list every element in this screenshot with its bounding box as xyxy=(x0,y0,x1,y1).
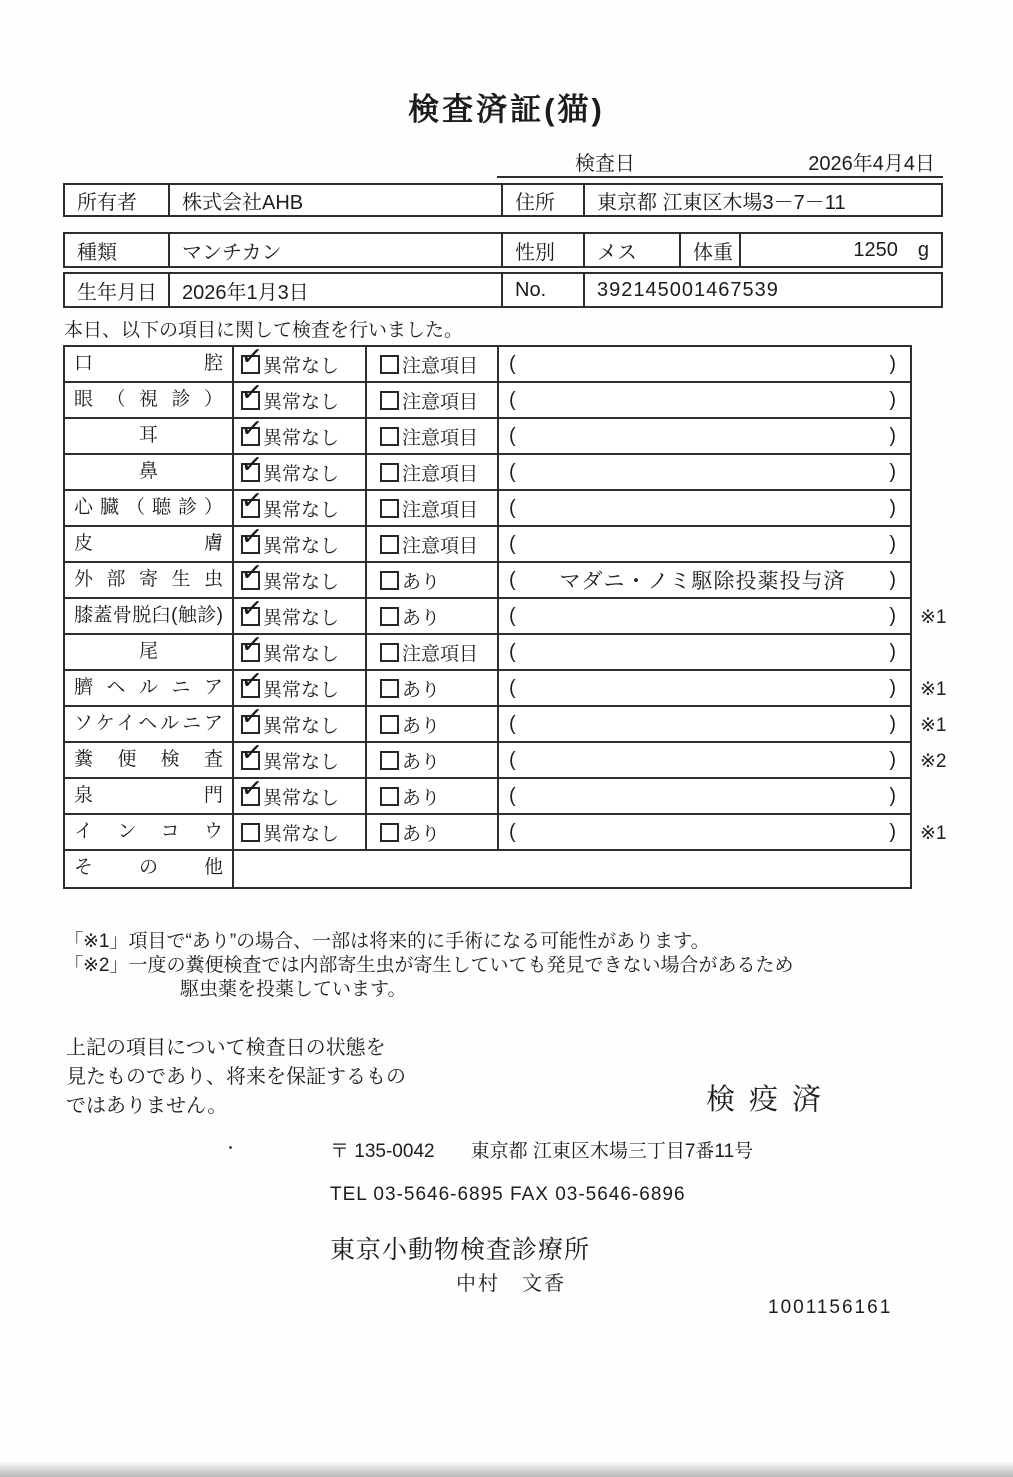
document-serial-number: 1001156161 xyxy=(768,1297,893,1318)
checkbox-no-abnormality xyxy=(239,627,265,662)
sex-label: 性別 xyxy=(503,234,585,266)
remarks-cell xyxy=(499,563,910,597)
checkbox-caution-label: あり xyxy=(402,751,441,773)
checkbox-no-abnormality-label: 異常なし xyxy=(263,751,340,773)
inspection-date-value: 2026年4月4日 xyxy=(808,152,935,175)
paren-open: ( xyxy=(509,604,516,627)
checkbox-no-abnormality-label: 異常なし xyxy=(263,823,340,845)
remarks-cell xyxy=(499,419,910,453)
remarks-cell xyxy=(499,707,910,741)
footnote-reference: ※1 xyxy=(920,823,947,844)
footnote-reference: ※1 xyxy=(920,679,947,700)
owner-label: 所有者 xyxy=(65,185,170,215)
weight-label: 体重 xyxy=(681,234,741,266)
checklist-row xyxy=(65,771,910,815)
remarks-cell xyxy=(499,455,910,489)
checklist-row xyxy=(65,483,910,527)
paren-open: ( xyxy=(509,820,516,843)
checkbox-no-abnormality-label: 異常なし xyxy=(263,535,340,557)
clinic-address-line xyxy=(330,1136,753,1163)
paren-close: ) xyxy=(889,784,896,807)
checkbox-caution xyxy=(380,427,399,446)
remarks-text: マダニ・ノミ駆除投薬投与済 xyxy=(559,570,846,593)
disclaimer-text xyxy=(66,1034,406,1121)
footnote-reference: ※2 xyxy=(920,751,947,772)
checklist-item-label: 外部寄生虫 xyxy=(65,563,234,597)
normal-result-cell xyxy=(234,815,367,849)
checkbox-no-abnormality-label: 異常なし xyxy=(263,499,340,521)
other-empty-cell xyxy=(234,851,910,887)
checklist-item-label: 膝蓋骨脱臼(触診) xyxy=(65,599,234,633)
paren-open: ( xyxy=(509,748,516,771)
checklist-row xyxy=(65,735,947,779)
breed-label: 種類 xyxy=(65,234,170,266)
caution-result-cell xyxy=(367,671,499,705)
normal-result-cell xyxy=(234,519,367,561)
breed-value: マンチカン xyxy=(170,234,503,266)
paren-open: ( xyxy=(509,784,516,807)
checkbox-no-abnormality-label: 異常なし xyxy=(263,463,340,485)
paren-open: ( xyxy=(509,496,516,519)
checkbox-caution-label: 注意項目 xyxy=(402,535,479,557)
checkbox-caution xyxy=(380,751,399,770)
checkbox-no-abnormality-label: 異常なし xyxy=(263,427,340,449)
veterinarian-name: 中村 文香 xyxy=(456,1273,566,1295)
disclaimer-line-1: 上記の項目について検査日の状態を xyxy=(66,1037,386,1059)
checkbox-caution-label: 注意項目 xyxy=(402,499,479,521)
checklist-row xyxy=(65,555,910,599)
caution-result-cell xyxy=(367,563,499,597)
checkbox-no-abnormality-label: 異常なし xyxy=(263,715,340,737)
checklist-row xyxy=(65,375,910,419)
check-mark-icon: ✓ xyxy=(239,555,265,588)
checkbox-no-abnormality-label: 異常なし xyxy=(263,607,340,629)
checkbox-caution-label: あり xyxy=(402,679,441,701)
scan-edge-shadow xyxy=(0,1461,1013,1477)
check-mark-icon: ✓ xyxy=(239,483,265,516)
check-mark-icon: ✓ xyxy=(239,591,265,624)
checklist-row xyxy=(65,663,947,707)
remarks-cell xyxy=(499,635,910,669)
paren-close: ) xyxy=(889,460,896,483)
sex-value: メス xyxy=(585,234,681,266)
remarks-cell xyxy=(499,599,910,633)
check-mark-icon: ✓ xyxy=(239,663,265,696)
address-label: 住所 xyxy=(503,185,585,215)
paren-close: ) xyxy=(889,748,896,771)
checkbox-caution xyxy=(380,571,399,590)
owner-value: 株式会社AHB xyxy=(170,185,503,215)
weight-unit: g xyxy=(917,238,929,261)
caution-result-cell xyxy=(367,599,499,633)
checkbox-caution-label: 注意項目 xyxy=(402,643,479,665)
checklist-item-label: 心臓（聴診） xyxy=(65,491,234,525)
normal-result-cell xyxy=(234,735,367,777)
remarks-cell xyxy=(499,671,910,705)
birthdate-value: 2026年1月3日 xyxy=(170,274,503,306)
checklist-item-label: 糞便検査 xyxy=(65,743,234,777)
checkbox-caution xyxy=(380,535,399,554)
paren-close: ) xyxy=(889,496,896,519)
normal-result-cell xyxy=(234,555,367,597)
checkbox-no-abnormality xyxy=(239,375,265,410)
checklist-row xyxy=(65,339,910,383)
checklist-item-label: インコウ xyxy=(65,815,234,849)
checkbox-caution xyxy=(380,391,399,410)
caution-result-cell xyxy=(367,815,499,849)
caution-result-cell xyxy=(367,347,499,381)
checklist-table xyxy=(63,339,968,889)
check-mark-icon: ✓ xyxy=(239,375,265,408)
scan-artifact-dot xyxy=(229,1146,232,1149)
normal-result-cell xyxy=(234,483,367,525)
remarks-cell xyxy=(499,527,910,561)
intro-text: 本日、以下の項目に関して検査を行いました。 xyxy=(64,320,464,341)
remarks-cell xyxy=(499,743,910,777)
remarks-cell xyxy=(499,491,910,525)
checkbox-no-abnormality xyxy=(239,447,265,482)
normal-result-cell xyxy=(234,699,367,741)
check-mark-icon: ✓ xyxy=(239,447,265,480)
checklist-row xyxy=(65,447,910,491)
checkbox-caution-label: 注意項目 xyxy=(402,463,479,485)
check-mark-icon: ✓ xyxy=(239,771,265,804)
checkbox-caution-label: あり xyxy=(402,715,441,737)
checklist-row-other xyxy=(65,851,910,887)
checkbox-caution xyxy=(380,355,399,374)
checkbox-caution-label: あり xyxy=(402,787,441,809)
normal-result-cell xyxy=(234,339,367,381)
checkbox-caution xyxy=(380,607,399,626)
paren-open: ( xyxy=(509,640,516,663)
normal-result-cell xyxy=(234,591,367,633)
paren-open: ( xyxy=(509,712,516,735)
document-title: 検査済証(猫) xyxy=(408,92,605,127)
check-mark-icon: ✓ xyxy=(239,411,265,444)
remarks-cell xyxy=(499,383,910,417)
checkbox-no-abnormality xyxy=(241,823,260,842)
check-mark-icon: ✓ xyxy=(239,627,265,660)
paren-open: ( xyxy=(509,424,516,447)
footnote-2-continued: 駆虫薬を投薬しています。 xyxy=(180,979,407,1000)
checklist-item-label: 鼻 xyxy=(65,455,234,489)
checkbox-no-abnormality xyxy=(239,663,265,698)
normal-result-cell xyxy=(234,447,367,489)
caution-result-cell xyxy=(367,779,499,813)
checkbox-caution-label: あり xyxy=(402,823,441,845)
clinic-tel-fax: TEL 03-5646-6895 FAX 03-5646-6896 xyxy=(330,1184,686,1205)
checklist-row xyxy=(65,519,910,563)
paren-close: ) xyxy=(889,640,896,663)
remarks-cell xyxy=(499,347,910,381)
paren-close: ) xyxy=(889,568,896,591)
checkbox-caution-label: 注意項目 xyxy=(402,391,479,413)
weight-value: 1250 xyxy=(853,238,898,261)
checkbox-no-abnormality xyxy=(239,483,265,518)
checkbox-caution-label: あり xyxy=(402,607,441,629)
checkbox-no-abnormality xyxy=(239,591,265,626)
normal-result-cell xyxy=(234,411,367,453)
checklist-item-label: 皮膚 xyxy=(65,527,234,561)
checklist-row xyxy=(65,591,947,635)
footnote-reference: ※1 xyxy=(920,607,947,628)
checkbox-no-abnormality-label: 異常なし xyxy=(263,571,340,593)
remarks-cell xyxy=(499,779,910,813)
normal-result-cell xyxy=(234,663,367,705)
check-mark-icon: ✓ xyxy=(239,735,265,768)
clinic-name: 東京小動物検査診療所 xyxy=(330,1236,591,1264)
checkbox-caution xyxy=(380,679,399,698)
checkbox-no-abnormality xyxy=(239,555,265,590)
checkbox-no-abnormality xyxy=(239,411,265,446)
caution-result-cell xyxy=(367,527,499,561)
checkbox-caution xyxy=(380,787,399,806)
checkbox-caution xyxy=(380,463,399,482)
paren-close: ) xyxy=(889,820,896,843)
paren-open: ( xyxy=(509,460,516,483)
paren-open: ( xyxy=(509,388,516,411)
disclaimer-line-2: 見たものであり、将来を保証するもの xyxy=(66,1066,406,1088)
caution-result-cell xyxy=(367,635,499,669)
checklist-row xyxy=(65,699,947,743)
checklist-item-label: 臍ヘルニア xyxy=(65,671,234,705)
microchip-no-value: 392145001467539 xyxy=(597,278,779,301)
checkbox-caution xyxy=(380,823,399,842)
checklist-item-label: 泉門 xyxy=(65,779,234,813)
inspection-date-row xyxy=(497,146,943,178)
paren-open: ( xyxy=(509,676,516,699)
caution-result-cell xyxy=(367,491,499,525)
checkbox-caution xyxy=(380,499,399,518)
caution-result-cell xyxy=(367,455,499,489)
paren-close: ) xyxy=(889,352,896,375)
paren-close: ) xyxy=(889,676,896,699)
paren-open: ( xyxy=(509,352,516,375)
normal-result-cell xyxy=(234,627,367,669)
pet-info-table-row1 xyxy=(63,232,943,268)
paren-close: ) xyxy=(889,532,896,555)
paren-open: ( xyxy=(509,568,516,591)
footnote-2: 「※2」一度の糞便検査では内部寄生虫が寄生していても発見できない場合があるため xyxy=(64,955,794,976)
paren-close: ) xyxy=(889,388,896,411)
footnote-1: 「※1」項目で“あり”の場合、一部は将来的に手術になる可能性があります。 xyxy=(64,931,710,952)
checklist-item-label: 口腔 xyxy=(65,347,234,381)
checkbox-no-abnormality xyxy=(239,771,265,806)
checkbox-caution-label: 注意項目 xyxy=(402,427,479,449)
checklist-row xyxy=(65,411,910,455)
check-mark-icon: ✓ xyxy=(239,519,265,552)
owner-table xyxy=(63,183,943,217)
caution-result-cell xyxy=(367,383,499,417)
inspection-date-label: 検査日 xyxy=(575,152,635,175)
normal-result-cell xyxy=(234,771,367,813)
checkbox-no-abnormality xyxy=(239,339,265,374)
disclaimer-line-3: ではありません。 xyxy=(66,1095,228,1117)
checklist-row xyxy=(65,815,947,851)
quarantine-stamp: 検疫済 xyxy=(706,1084,836,1116)
checkbox-no-abnormality-label: 異常なし xyxy=(263,643,340,665)
checkbox-no-abnormality-label: 異常なし xyxy=(263,787,340,809)
address-value: 東京都 江東区木場3－7－11 xyxy=(597,191,846,214)
checkbox-caution xyxy=(380,715,399,734)
clinic-address: 東京都 江東区木場三丁目7番11号 xyxy=(470,1141,754,1162)
checkbox-caution-label: 注意項目 xyxy=(402,355,479,377)
microchip-no-label: No. xyxy=(503,274,585,306)
checkbox-no-abnormality-label: 異常なし xyxy=(263,391,340,413)
checklist-row xyxy=(65,627,910,671)
checkbox-no-abnormality-label: 異常なし xyxy=(263,679,340,701)
check-mark-icon: ✓ xyxy=(239,699,265,732)
paren-close: ) xyxy=(889,604,896,627)
checkbox-no-abnormality xyxy=(239,519,265,554)
paren-close: ) xyxy=(889,424,896,447)
checkbox-no-abnormality xyxy=(239,735,265,770)
checkbox-caution xyxy=(380,643,399,662)
checklist-item-label: その他 xyxy=(65,851,234,887)
checkbox-caution-label: あり xyxy=(402,571,441,593)
clinic-postal-code: 〒 135-0042 xyxy=(330,1141,435,1162)
caution-result-cell xyxy=(367,707,499,741)
checkbox-no-abnormality-label: 異常なし xyxy=(263,355,340,377)
pet-info-table-row2 xyxy=(63,272,943,308)
checklist-item-label: ソケイヘルニア xyxy=(65,707,234,741)
caution-result-cell xyxy=(367,743,499,777)
normal-result-cell xyxy=(234,375,367,417)
footnotes xyxy=(64,930,794,1002)
check-mark-icon: ✓ xyxy=(239,339,265,372)
birthdate-label: 生年月日 xyxy=(65,274,170,306)
checklist-item-label: 尾 xyxy=(65,635,234,669)
weight-cell xyxy=(741,234,941,266)
remarks-cell xyxy=(499,815,910,849)
checklist-item-label: 耳 xyxy=(65,419,234,453)
footnote-reference: ※1 xyxy=(920,715,947,736)
checkbox-no-abnormality xyxy=(239,699,265,734)
paren-open: ( xyxy=(509,532,516,555)
caution-result-cell xyxy=(367,419,499,453)
checklist-item-label: 眼（視診） xyxy=(65,383,234,417)
paren-close: ) xyxy=(889,712,896,735)
